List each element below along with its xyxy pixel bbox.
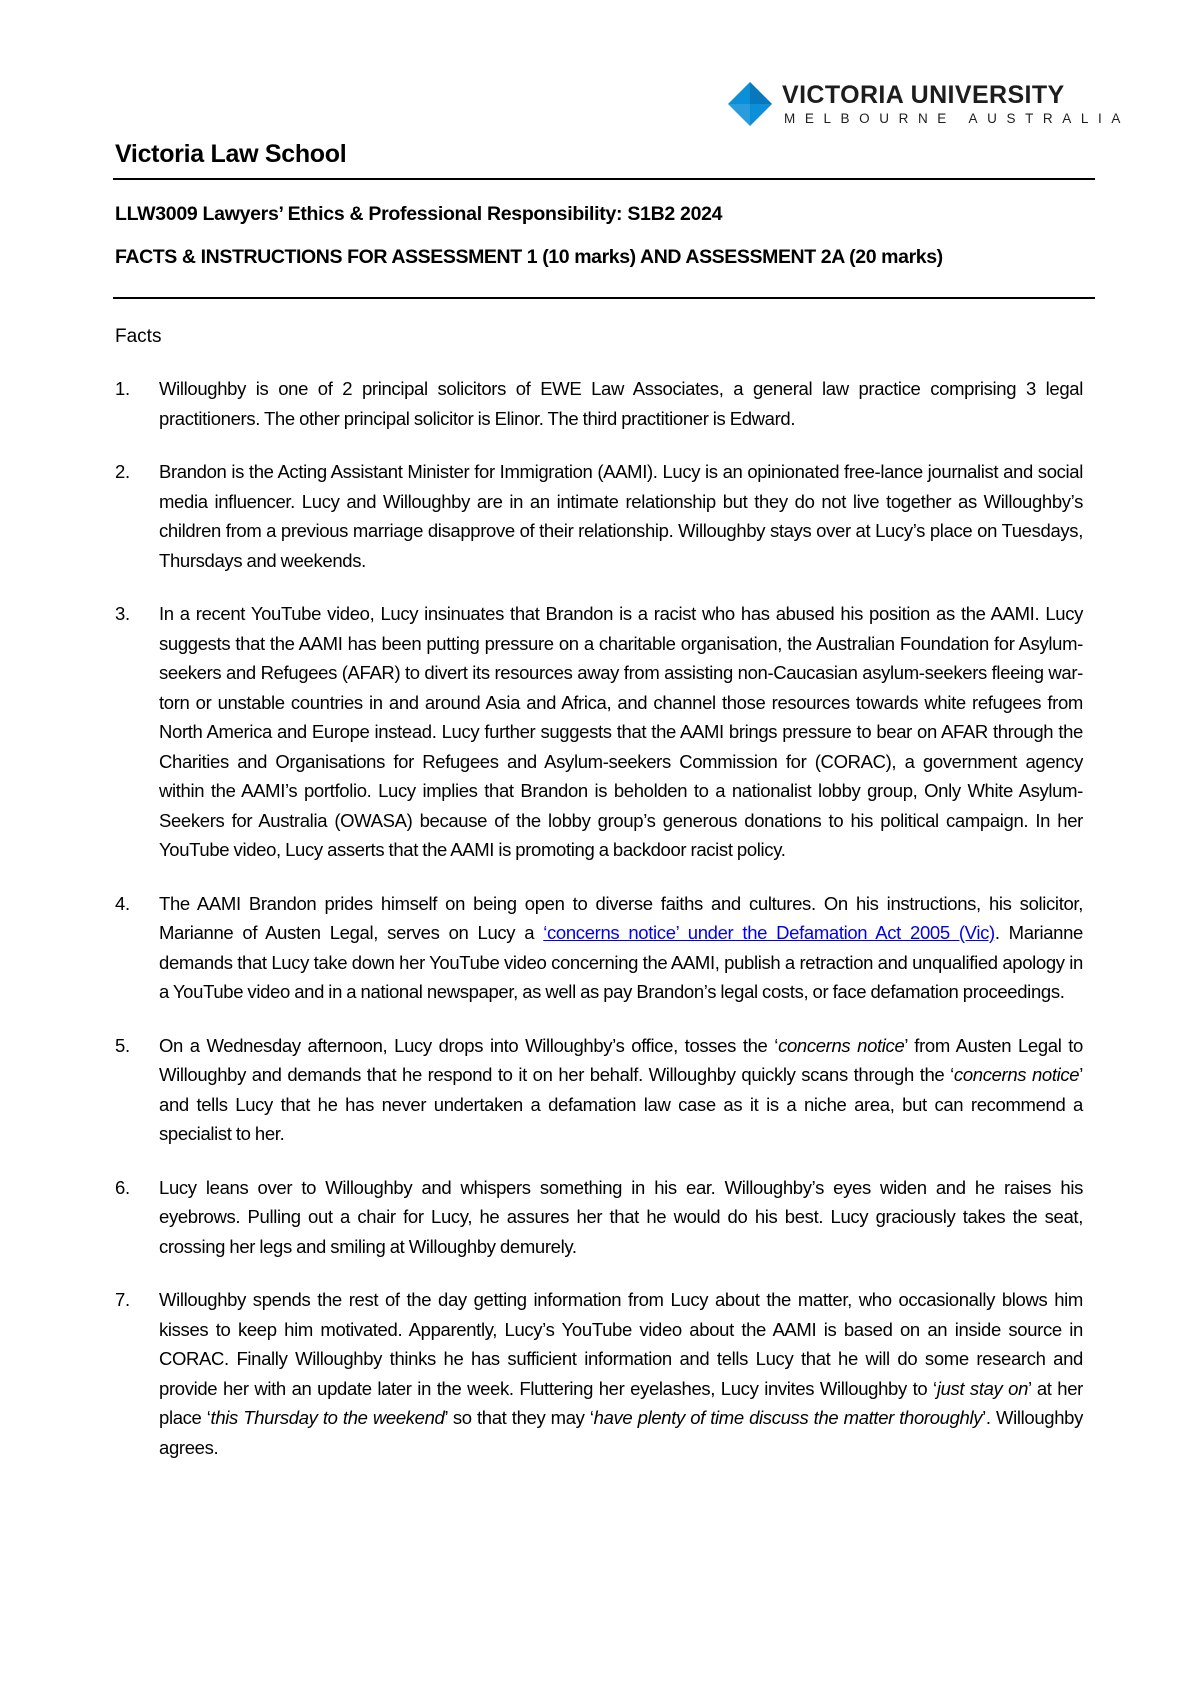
- item-text: Lucy leans over to Willoughby and whispers something in his ear. Willoughby’s eyes widen and he raises his eyebrows. Pulling out a chair for Lucy, he assures her that he would do his best. Lucy graciously takes the seat, crossing her legs and smiling at Willoughby demurely.: [159, 1176, 1083, 1257]
- item-text: ’. Willoughby agrees.: [159, 1407, 1084, 1458]
- item-text: ’ so that they may ‘: [444, 1407, 594, 1428]
- list-item: [115, 1173, 1083, 1262]
- item-number: 4.: [115, 892, 130, 914]
- assessment-title: FACTS & INSTRUCTIONS FOR ASSESSMENT 1 (10 marks) AND ASSESSMENT 2A (20 marks): [115, 246, 943, 268]
- facts-heading: Facts: [115, 326, 162, 347]
- list-item: [115, 1285, 1083, 1462]
- item-text: The AAMI Brandon prides himself on being open to diverse faiths and cultures. On his instructions, his solicitor, Marianne of Austen Legal, serves on Lucy a: [159, 892, 1083, 943]
- item-emphasis: just stay on: [936, 1377, 1029, 1399]
- item-text: Willoughby spends the rest of the day getting information from Lucy about the matter, who occasionally blows him kisses to keep him motivated. Apparently, Lucy’s YouTube video about the AAMI is based on an inside source in CORAC. Finally Willoughby thinks he has sufficient information and tells Lucy that he will do some research and provide her with an update later in the week. Fluttering her eyelashes, Lucy invites Willoughby to ‘: [159, 1289, 1083, 1399]
- list-item: [115, 889, 1083, 1007]
- item-emphasis: concerns notice: [953, 1064, 1080, 1085]
- item-text: On a Wednesday afternoon, Lucy drops into Willoughby’s office, tosses the ‘: [159, 1034, 779, 1056]
- item-text: ’ from Austen Legal to Willoughby and demands that he respond to it on her behalf. Willoughby quickly scans through the ‘: [159, 1034, 1083, 1085]
- school-title: Victoria Law School: [115, 140, 347, 168]
- item-number: 1.: [115, 378, 130, 399]
- item-number: 6.: [115, 1176, 130, 1198]
- item-number: 3.: [115, 603, 130, 624]
- item-emphasis: this Thursday to the weekend: [210, 1407, 445, 1428]
- list-item: [115, 457, 1083, 575]
- item-text: Willoughby is one of 2 principal solicitors of EWE Law Associates, a general law practice comprising 3 legal practitioners. The other principal solicitor is Elinor. The third practitioner is Edward.: [159, 378, 1083, 429]
- list-item: [115, 599, 1083, 865]
- list-item: [115, 374, 1083, 433]
- item-emphasis: have plenty of time discuss the matter thoroughly: [593, 1407, 983, 1428]
- item-text: . Marianne demands that Lucy take down her YouTube video concerning the AAMI, publish a retraction and unqualified apology in a YouTube video and in a national newspaper, as well as pay Brandon’s legal costs, or face defamation proceedings.: [159, 922, 1083, 1002]
- section-divider: [113, 297, 1095, 299]
- item-emphasis: concerns notice: [778, 1034, 905, 1056]
- item-text: Brandon is the Acting Assistant Minister for Immigration (AAMI). Lucy is an opinionated free-lance journalist and social media influencer. Lucy and Willoughby are in an intimate relationship but they do not live together as Willoughby’s children from a previous marriage disapprove of their relationship. Willoughby stays over at Lucy’s place on Tuesdays, Thursdays and weekends.: [159, 461, 1083, 571]
- header-divider: [113, 178, 1095, 180]
- logo-location: MELBOURNE AUSTRALIA: [784, 111, 1130, 126]
- item-text: ’ at her place ‘: [159, 1377, 1083, 1428]
- item-number: 7.: [115, 1289, 130, 1310]
- item-number: 5.: [115, 1034, 130, 1056]
- item-text: ’ and tells Lucy that he has never undertaken a defamation law case as it is a niche area, but can recommend a specialist to her.: [159, 1064, 1083, 1144]
- course-title: LLW3009 Lawyers’ Ethics & Professional Responsibility: S1B2 2024: [115, 203, 723, 225]
- diamond-logo-icon: [728, 82, 772, 126]
- item-text: In a recent YouTube video, Lucy insinuates that Brandon is a racist who has abused his position as the AAMI. Lucy suggests that the AAMI has been putting pressure on a charitable organisation, the Australian Foundation for Asylum-seekers and Refugees (AFAR) to divert its resources away from assisting non-Caucasian asylum-seekers fleeing war-torn or unstable countries in and around Asia and Africa, and channel those resources towards white refugees from North America and Europe instead. Lucy further suggests that the AAMI brings pressure to bear on AFAR through the Charities and Organisations for Refugees and Asylum-seekers Commission for (CORAC), a government agency within the AAMI’s portfolio. Lucy implies that Brandon is beholden to a nationalist lobby group, Only White Asylum-Seekers for Australia (OWASA) because of the lobby group’s generous donations to his political campaign. In her YouTube video, Lucy asserts that the AAMI is promoting a backdoor racist policy.: [159, 603, 1083, 860]
- item-number: 2.: [115, 461, 130, 482]
- list-item: [115, 1031, 1083, 1149]
- university-logo: [728, 80, 1130, 132]
- defamation-act-link[interactable]: ‘concerns notice’ under the Defamation Act 2005 (Vic): [543, 922, 995, 943]
- facts-list: [115, 374, 1083, 1462]
- logo-university-name: VICTORIA UNIVERSITY: [782, 81, 1065, 109]
